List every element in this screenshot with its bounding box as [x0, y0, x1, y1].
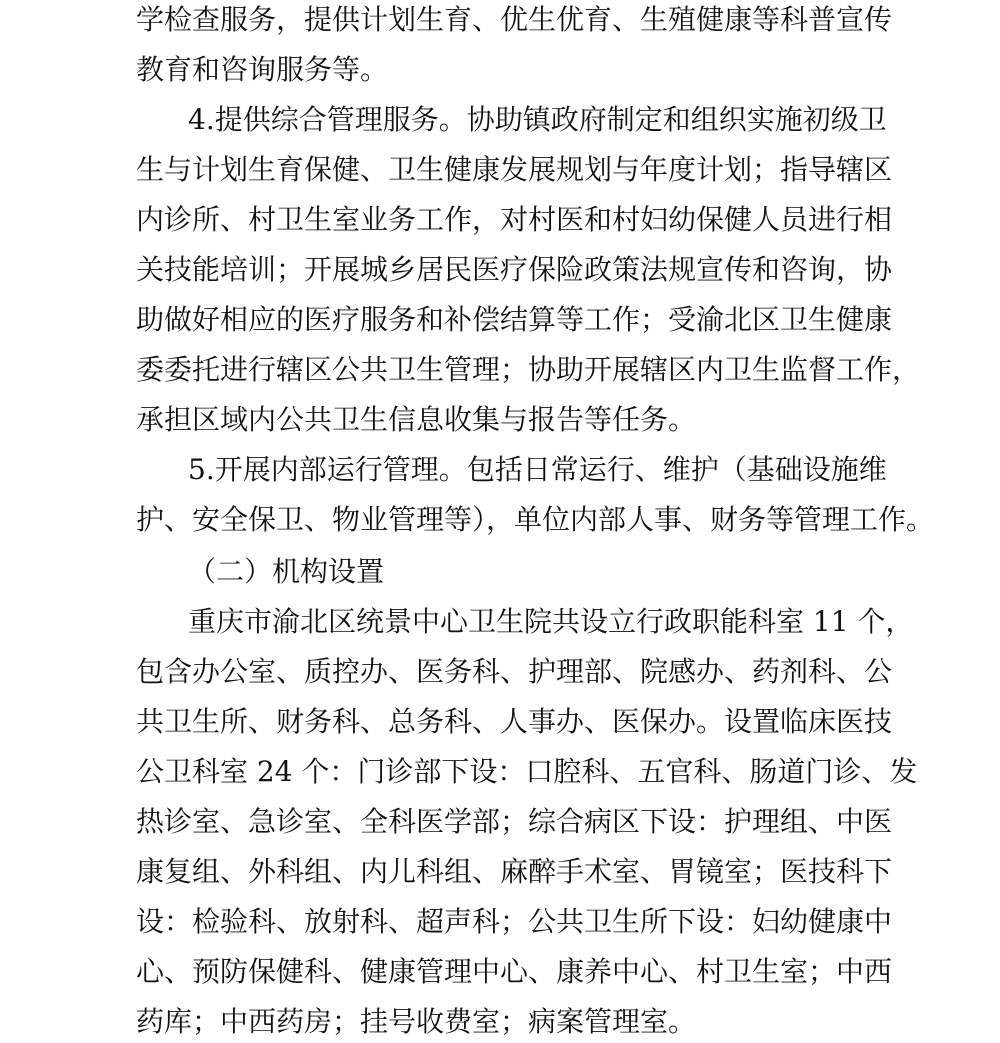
text-line: 教育和咨询服务等。 [136, 53, 389, 86]
text-line: 护、安全保卫、物业管理等），单位内部人事、财务等管理工作。 [136, 503, 935, 536]
text-line: 学检查服务，提供计划生育、优生优育、生殖健康等科普宣传 [136, 3, 893, 36]
paragraph-start-line: 重庆市渝北区统景中心卫生院共设立行政职能科室 11 个， [188, 605, 914, 638]
text-line: 康复组、外科组、内儿科组、麻醉手术室、胃镜室；医技科下 [136, 855, 893, 888]
text-line: 内诊所、村卫生室业务工作，对村医和村妇幼保健人员进行相 [136, 203, 893, 236]
text-line: 关技能培训；开展城乡居民医疗保险政策法规宣传和咨询，协 [136, 253, 893, 286]
section-heading: （二）机构设置 [188, 555, 385, 588]
text-line: 心、预防保健科、健康管理中心、康养中心、村卫生室；中西 [136, 955, 893, 988]
text-line: 共卫生所、财务科、总务科、人事办、医保办。设置临床医技 [136, 705, 893, 738]
text-line: 委委托进行辖区公共卫生管理；协助开展辖区内卫生监督工作， [136, 353, 921, 386]
text-line: 热诊室、急诊室、全科医学部；综合病区下设：护理组、中医 [136, 805, 893, 838]
list-item-4-line: 4.提供综合管理服务。协助镇政府制定和组织实施初级卫 [188, 103, 887, 136]
text-line: 设：检验科、放射科、超声科；公共卫生所下设：妇幼健康中 [136, 905, 893, 938]
text-line: 生与计划生育保健、卫生健康发展规划与年度计划；指导辖区 [136, 153, 893, 186]
list-item-5-line: 5.开展内部运行管理。包括日常运行、维护（基础设施维 [188, 453, 887, 486]
text-line: 药库；中西药房；挂号收费室；病案管理室。 [136, 1005, 697, 1038]
text-line: 包含办公室、质控办、医务科、护理部、院感办、药剂科、公 [136, 655, 893, 688]
text-line: 公卫科室 24 个：门诊部下设：口腔科、五官科、肠道门诊、发 [136, 755, 918, 788]
text-line: 助做好相应的医疗服务和补偿结算等工作；受渝北区卫生健康 [136, 303, 893, 336]
text-line: 承担区域内公共卫生信息收集与报告等任务。 [136, 403, 697, 436]
